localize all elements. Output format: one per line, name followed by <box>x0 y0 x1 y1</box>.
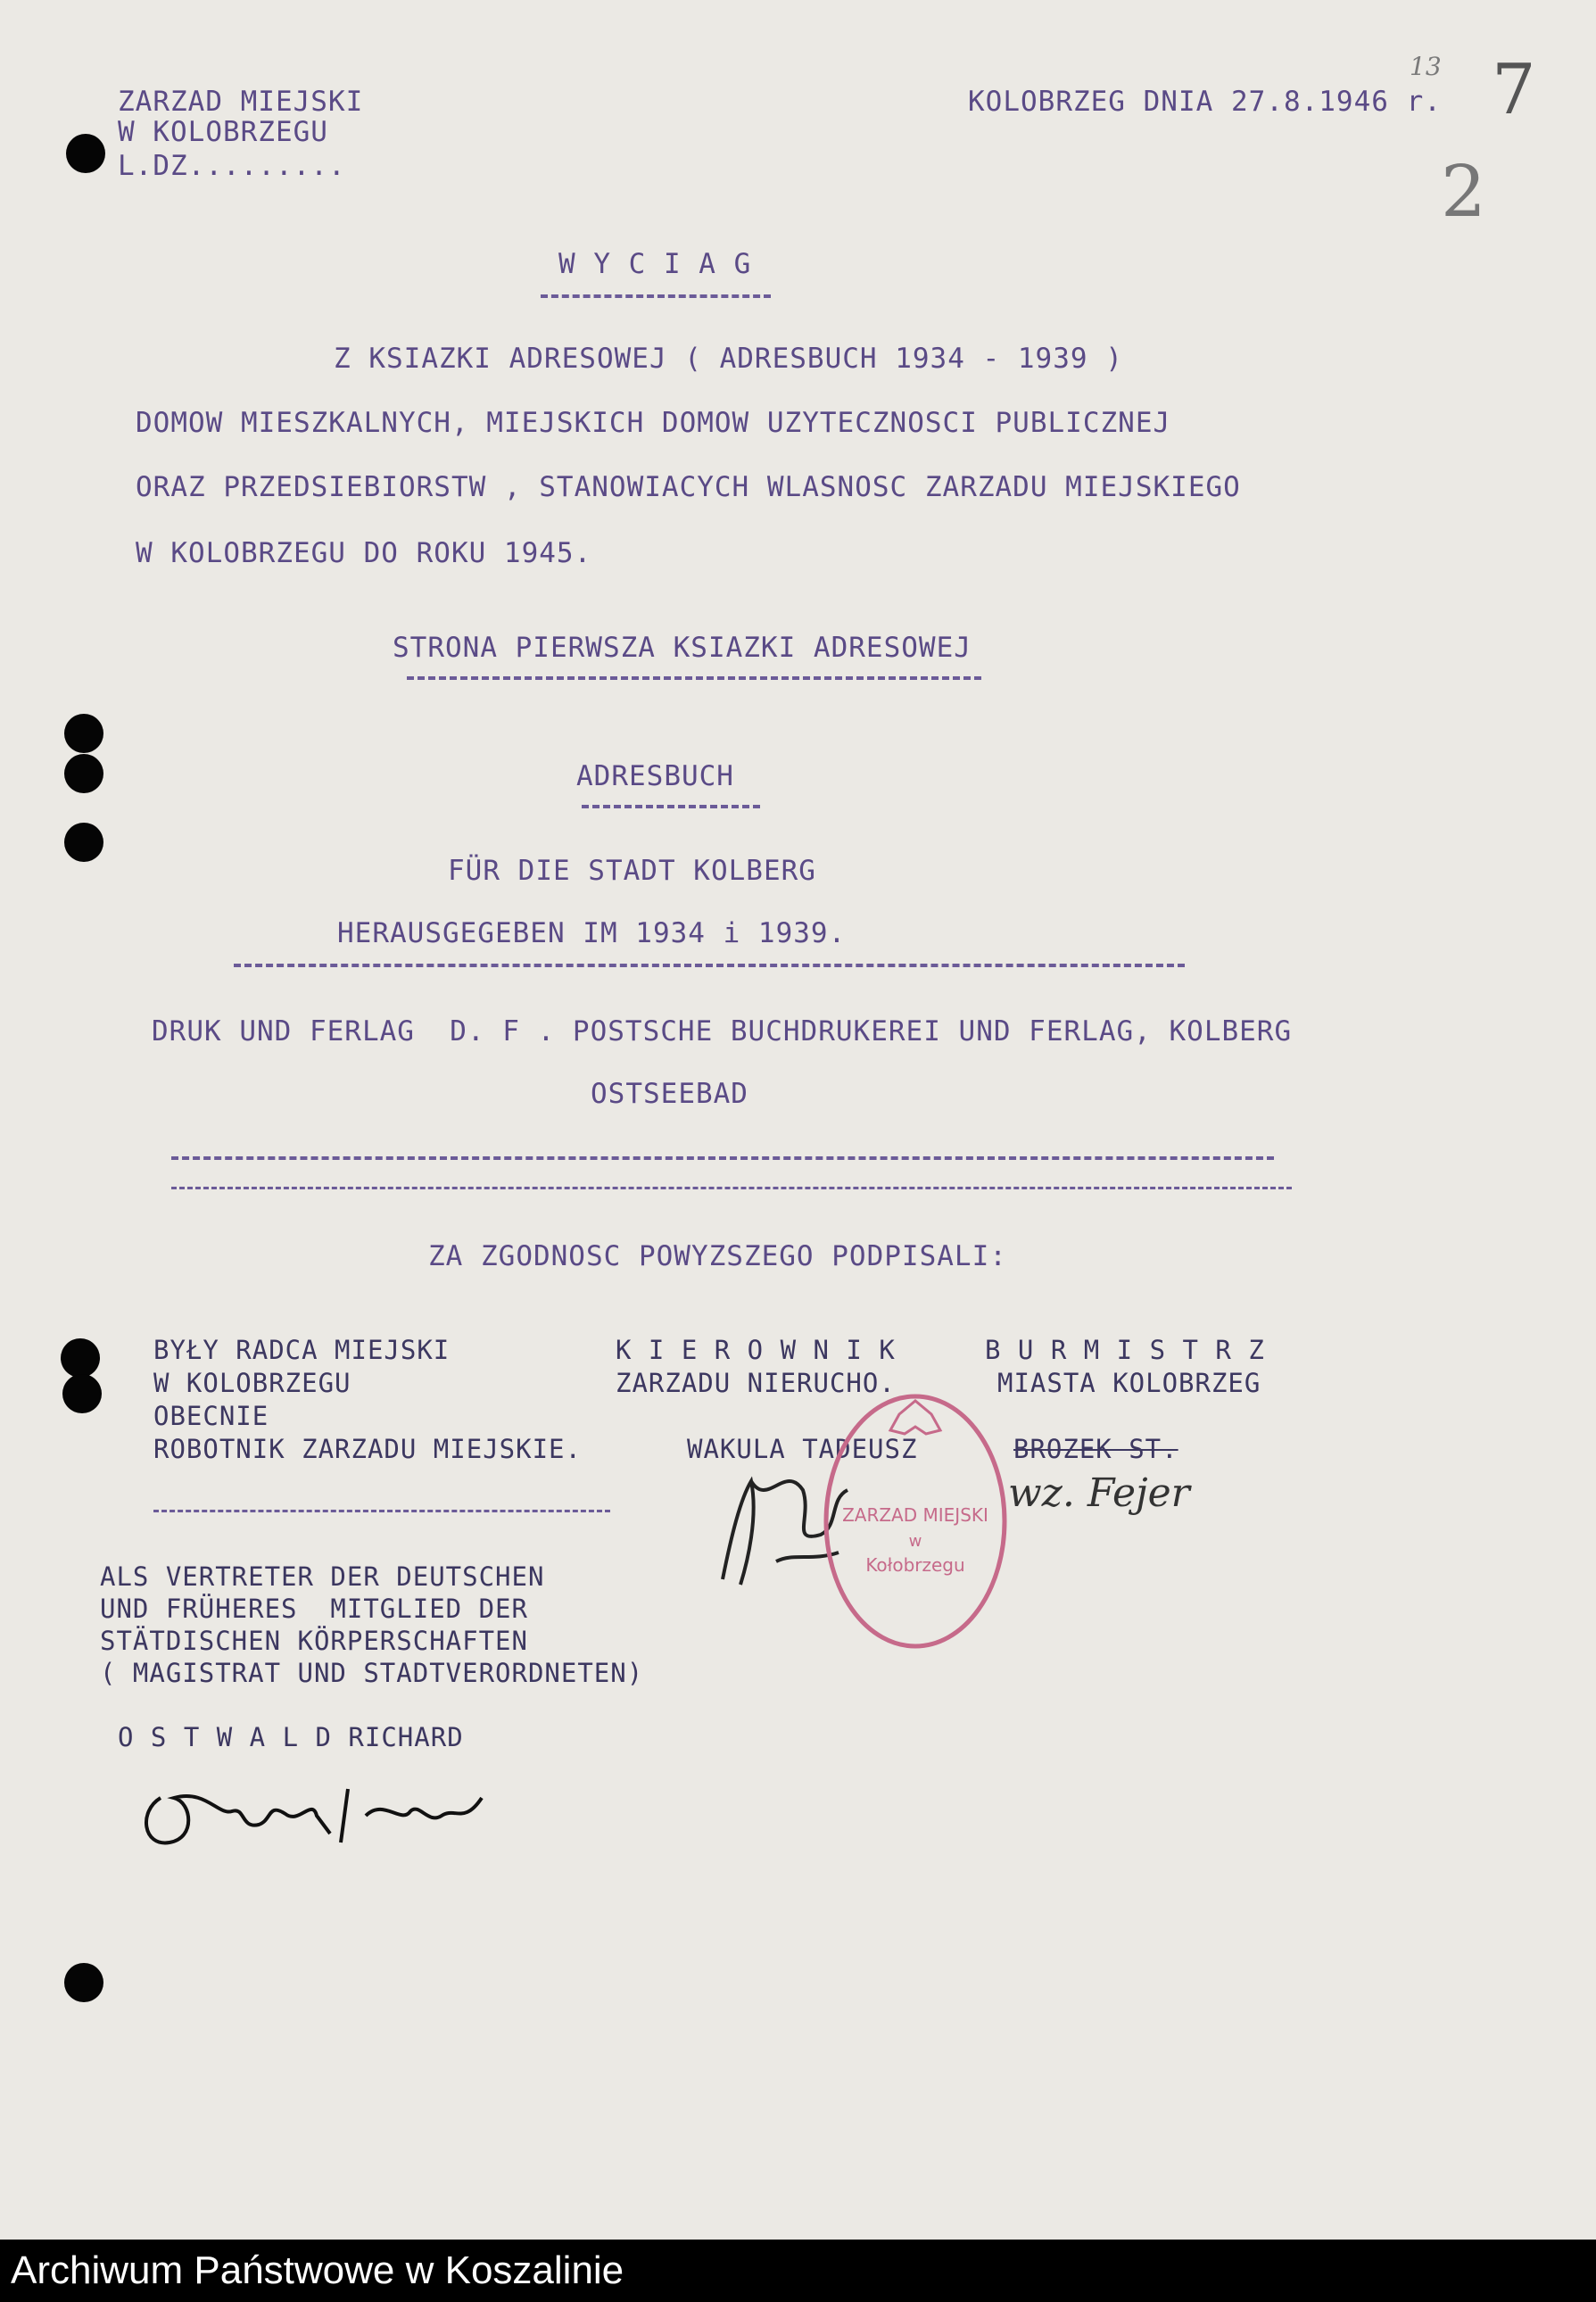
german-line: ALS VERTRETER DER DEUTSCHEN <box>100 1561 545 1592</box>
official-stamp <box>817 1387 1013 1655</box>
german-line: UND FRÜHERES MITGLIED DER <box>100 1594 528 1624</box>
page-number: 2 <box>1441 150 1486 233</box>
issuer-line: W KOLOBRZEGU <box>118 116 328 148</box>
signatory-col2-line: ZARZADU NIERUCHO. <box>616 1368 896 1398</box>
signatory-col3-line: B U R M I S T R Z <box>985 1335 1265 1365</box>
signatory-col3-line: MIASTA KOLOBRZEG <box>997 1368 1261 1398</box>
publisher-line: OSTSEEBAD <box>591 1078 748 1110</box>
punch-hole <box>64 754 103 793</box>
signatory-col3-name: BROZEK ST. <box>1013 1434 1178 1464</box>
punch-hole <box>61 1338 100 1378</box>
subtitle-underline <box>407 676 981 680</box>
intro-line: DOMOW MIESZKALNYCH, MIEJSKICH DOMOW UZYTECZNOSCI PUBLICZNEJ <box>136 407 1171 439</box>
german-line: STÄTDISCHEN KÖRPERSCHAFTEN <box>100 1626 528 1656</box>
intro-line: Z KSIAZKI ADRESOWEJ ( ADRESBUCH 1934 - 1939 ) <box>334 343 1123 375</box>
intro-line: ORAZ PRZEDSIEBIORSTW , STANOWIACYCH WLASNOSC ZARZADU MIEJSKIEGO <box>136 471 1241 503</box>
publisher-line: DRUK UND FERLAG D. F . POSTSCHE BUCHDRUKEREI UND FERLAG, KOLBERG <box>152 1015 1293 1047</box>
book-line: HERAUSGEGEBEN IM 1934 i 1939. <box>337 917 847 949</box>
archive-footer: Archiwum Państwowe w Koszalinie <box>0 2240 1596 2302</box>
intro-line: W KOLOBRZEGU DO ROKU 1945. <box>136 537 592 569</box>
signature-line <box>153 1510 610 1512</box>
signatory-col1-line: OBECNIE <box>153 1401 269 1431</box>
reference-line: L.DZ......... <box>118 150 346 182</box>
punch-hole <box>66 134 105 173</box>
book-underline <box>234 964 1185 967</box>
stamp-line1: ZARZAD MIEJSKI <box>842 1504 988 1526</box>
separator-rule <box>171 1156 1274 1160</box>
section-subtitle: STRONA PIERWSZA KSIAZKI ADRESOWEJ <box>393 632 972 664</box>
signatory-col1-line: BYŁY RADCA MIEJSKI <box>153 1335 451 1365</box>
issuer-line: ZARZAD MIEJSKI <box>118 86 364 118</box>
place-date: KOLOBRZEG DNIA 27.8.1946 r. <box>968 86 1442 118</box>
book-title-underline <box>582 805 760 808</box>
folio-annotation: 13 <box>1410 52 1442 81</box>
book-line: FÜR DIE STADT KOLBERG <box>448 855 816 887</box>
signatory-col3-handwritten: wz. Fejer <box>1008 1470 1190 1516</box>
signatory-col2-name: WAKULA TADEUSZ <box>687 1434 918 1464</box>
signature-ostwald <box>134 1762 509 1860</box>
german-line: ( MAGISTRAT UND STADTVERORDNETEN) <box>100 1658 644 1688</box>
book-title: ADRESBUCH <box>576 760 734 792</box>
signatory-col2-line: K I E R O W N I K <box>616 1335 896 1365</box>
signatory-col1-line: ROBOTNIK ZARZADU MIEJSKIE. <box>153 1434 582 1464</box>
punch-hole <box>64 1963 103 2002</box>
punch-hole <box>64 714 103 753</box>
document-title: W Y C I A G <box>558 248 752 280</box>
folio-number: 7 <box>1492 50 1536 130</box>
stamp-line3: Kołobrzegu <box>865 1554 965 1576</box>
stamp-line2: w <box>908 1532 922 1551</box>
german-signer: O S T W A L D RICHARD <box>118 1722 464 1752</box>
title-underline <box>541 294 771 298</box>
separator-rule <box>171 1187 1292 1189</box>
punch-hole <box>62 1374 102 1413</box>
punch-hole <box>64 823 103 862</box>
signatory-col1-line: W KOLOBRZEGU <box>153 1368 351 1398</box>
attestation-heading: ZA ZGODNOSC POWYZSZEGO PODPISALI: <box>428 1240 1007 1272</box>
